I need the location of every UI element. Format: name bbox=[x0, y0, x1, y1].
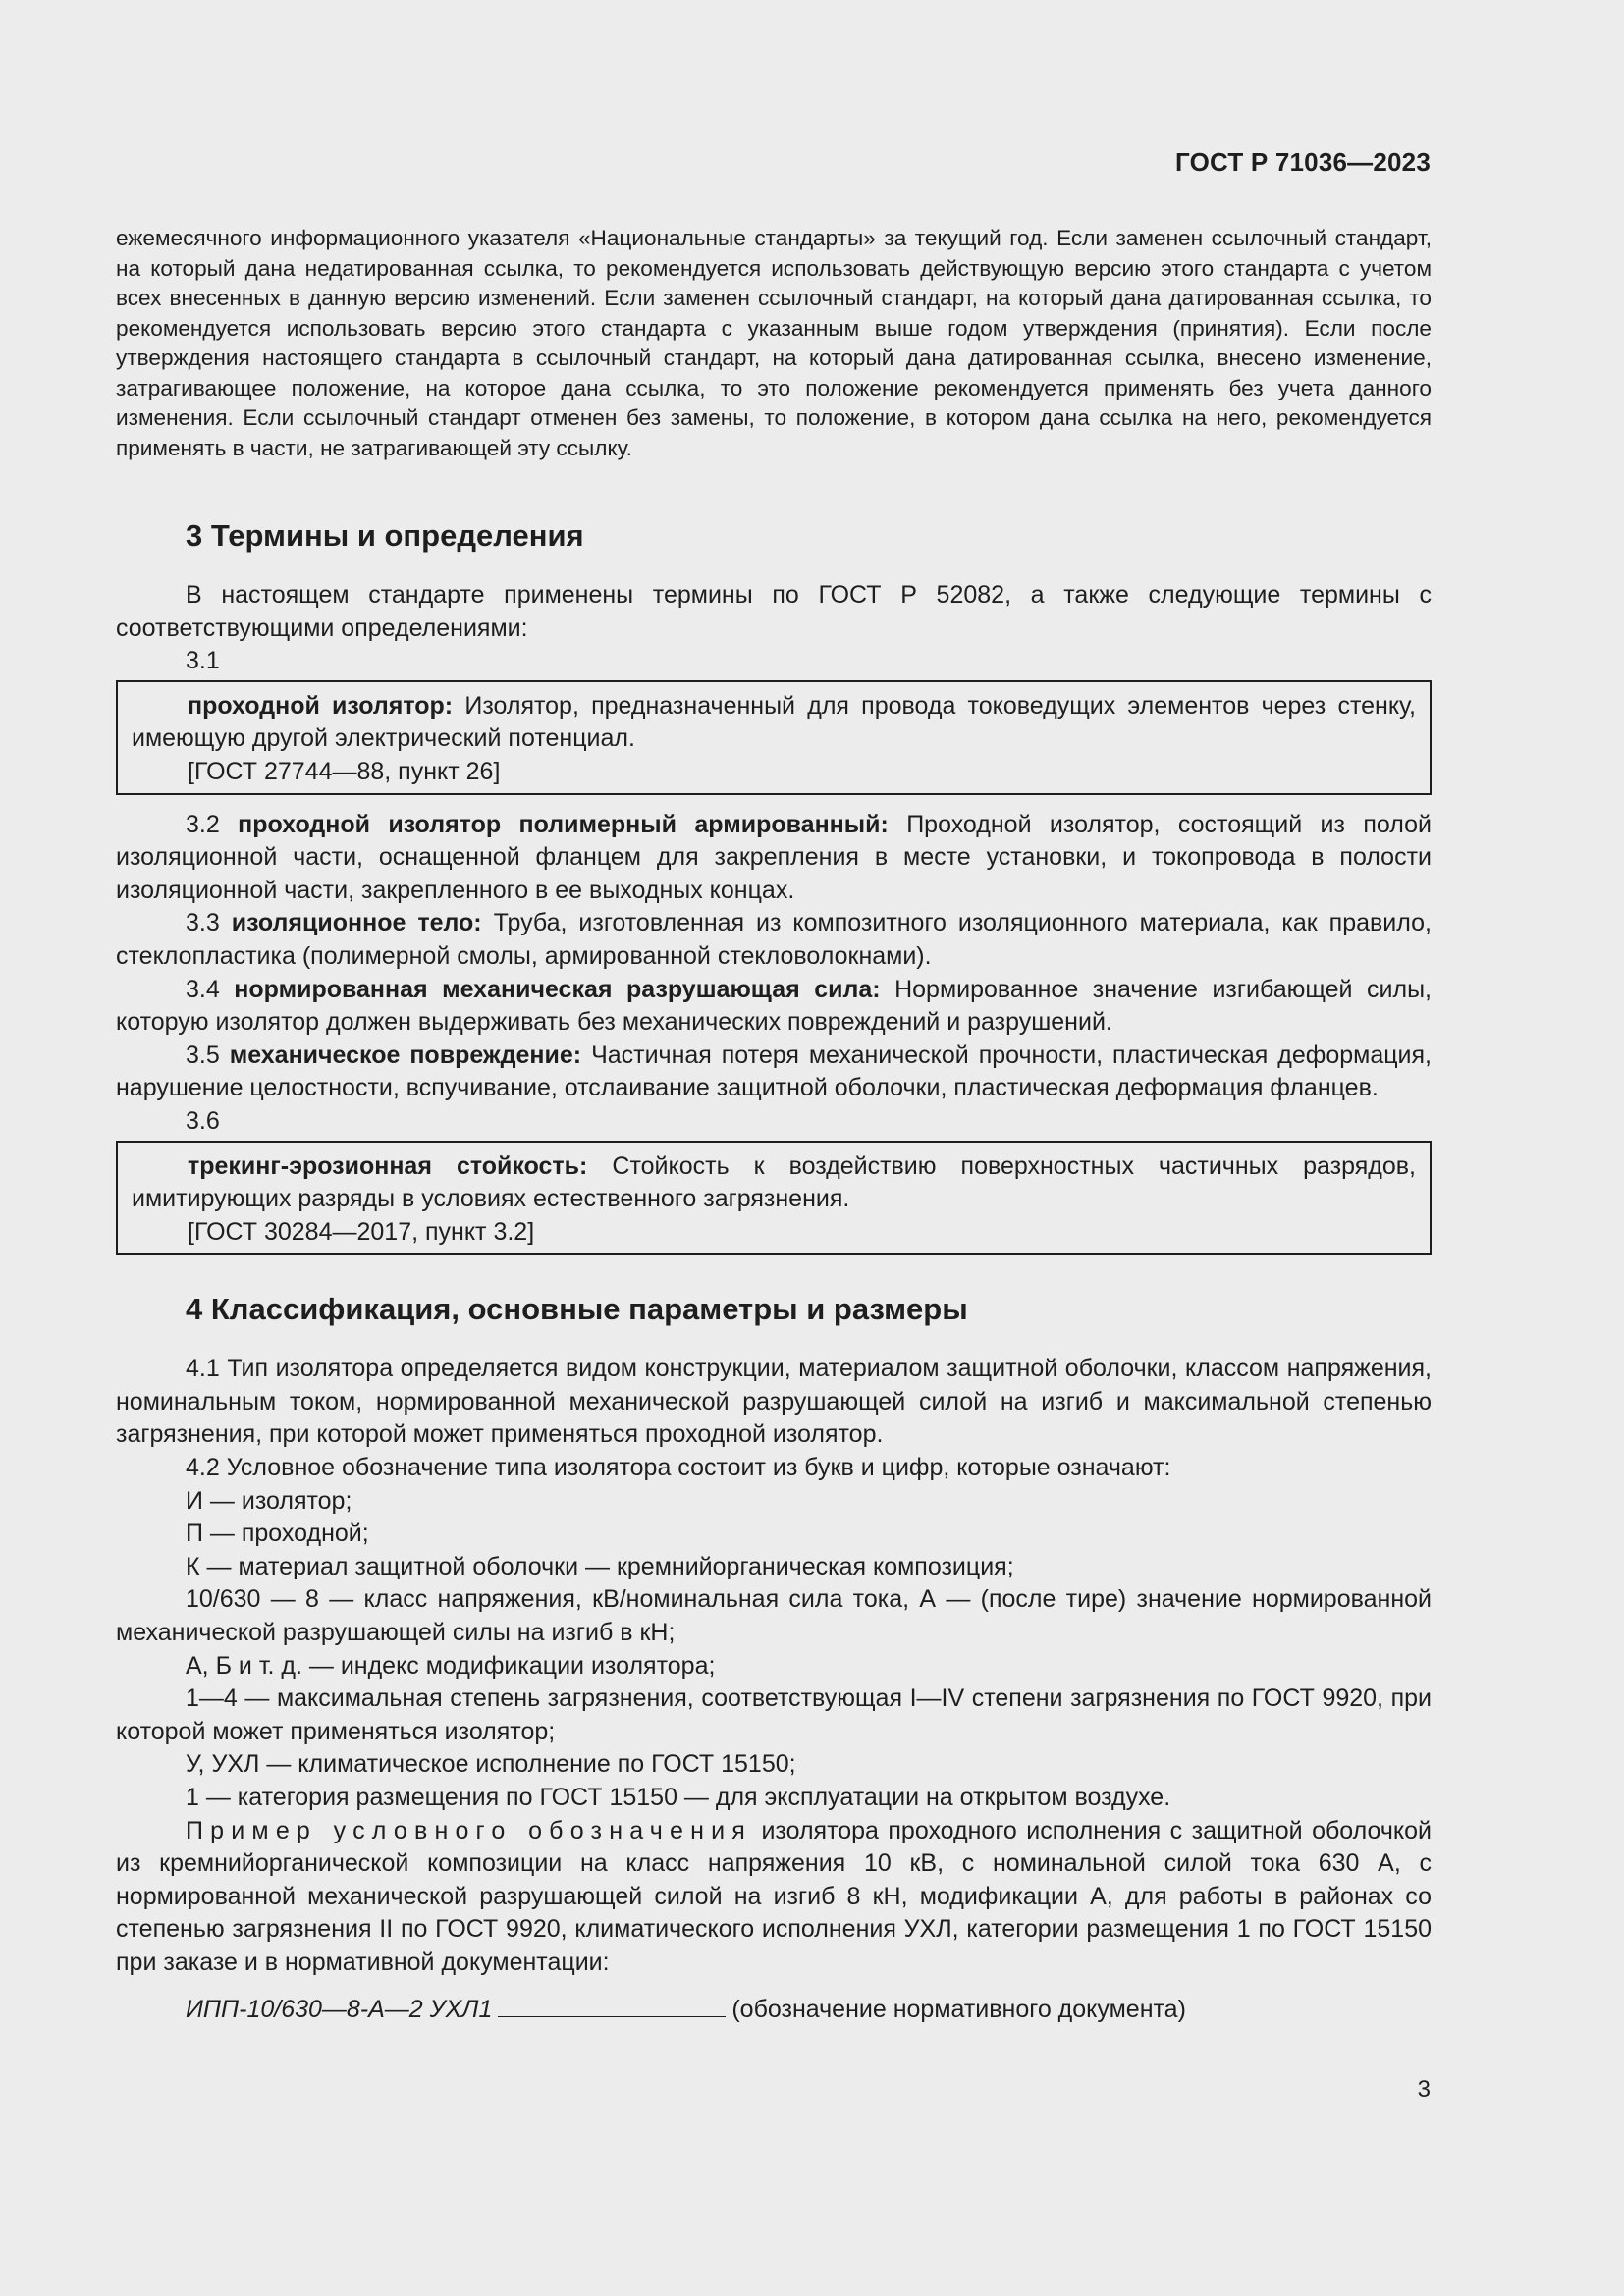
term-3-1-source: [ГОСТ 27744—88, пункт 26] bbox=[188, 757, 501, 785]
section-3-intro: В настоящем стандарте применены термины по ГОСТ Р 52082, а также следующие термины с соответствующими определениями: bbox=[116, 581, 1432, 642]
term-3-6-number: 3.6 bbox=[186, 1106, 220, 1135]
term-3-6-text: Стойкость к воздействию поверхностных частичных разрядов, имитирующих разряды в условиях естественного загрязнения. bbox=[132, 1151, 1416, 1213]
list-item: 1 — категория размещения по ГОСТ 15150 — для эксплуатации на открытом воздухе. bbox=[186, 1784, 1171, 1811]
term-3-1-definition bbox=[132, 690, 1416, 756]
term-3-6-term: трекинг-эрозионная стойкость: bbox=[188, 1151, 588, 1180]
term-3-4-number: 3.4 bbox=[186, 975, 235, 1003]
list-item: У, УХЛ — климатическое исполнение по ГОСТ 15150; bbox=[186, 1750, 796, 1779]
term-3-1-number: 3.1 bbox=[186, 647, 220, 675]
term-3-6-definition bbox=[132, 1150, 1416, 1216]
designation-line bbox=[116, 1994, 1432, 2027]
term-3-3-number: 3.3 bbox=[186, 909, 232, 937]
list-item: 1—4 — максимальная степень загрязнения, соответствующая I—IV степени загрязнения по ГОСТ 9920, при которой может применяться изолятор; bbox=[116, 1684, 1432, 1745]
term-3-4-term: нормированная механическая разрушающая сила: bbox=[234, 975, 881, 1003]
designation-example bbox=[116, 1815, 1432, 1980]
list-item: А, Б и т. д. — индекс модификации изолятора; bbox=[186, 1651, 716, 1680]
term-3-2-text: Проходной изолятор, состоящий из полой изоляционной части, оснащенной фланцем для закрепления в месте установки, и токопровода в полости изоляционной части, закрепленного в ее выходных концах. bbox=[116, 810, 1432, 904]
term-3-3 bbox=[116, 907, 1432, 973]
document-header: ГОСТ Р 71036—2023 bbox=[1175, 147, 1431, 177]
term-3-1-text: Изолятор, предназначенный для провода токоведущих элементов через стенку, имеющую другой электрический потенциал. bbox=[132, 691, 1416, 753]
term-3-5-term: механическое повреждение: bbox=[229, 1041, 582, 1069]
section-4-title: 4 Классификация, основные параметры и размеры bbox=[186, 1292, 968, 1327]
term-3-3-text: Труба, изготовленная из композитного изоляционного материала, как правило, стеклопластика (полимерной смолы, армированной стекловолокнами). bbox=[116, 909, 1432, 970]
term-3-5-text: Частичная потеря механической прочности, пластическая деформация, нарушение целостности, вспучивание, отслаивание защитной оболочки, пластическая деформация фланцев. bbox=[116, 1041, 1433, 1102]
example-text: изолятора проходного исполнения с защитной оболочкой из кремнийорганической композиции на класс напряжения 10 кВ, с номинальной силой тока 630 А, с нормированной механической разрушающей силой на изгиб 8 кН, модификации А, для работы в районах со степенью загрязнения II по ГОСТ 9920, климатического исполнения УХЛ, категории размещения 1 по ГОСТ 15150 при заказе и в нормативной документации: bbox=[116, 1816, 1432, 1976]
term-3-1-box bbox=[116, 680, 1432, 795]
clause-4-1: 4.1 Тип изолятора определяется видом конструкции, материалом защитной оболочки, классом напряжения, номинальным током, нормированной механической разрушающей силой на изгиб и максимальной степенью загрязнения, при которой может применяться проходной изолятор. bbox=[116, 1355, 1432, 1449]
term-3-5-number: 3.5 bbox=[186, 1041, 230, 1069]
list-item: К — материал защитной оболочки — кремнийорганическая композиция; bbox=[186, 1552, 1014, 1580]
list-item: 10/630 — 8 — класс напряжения, кВ/номинальная сила тока, А — (после тире) значение нормированной механической разрушающей силы на изгиб в кН; bbox=[116, 1585, 1432, 1647]
designation-note: (обозначение нормативного документа) bbox=[731, 1995, 1186, 2023]
list-item: П — проходной; bbox=[186, 1520, 369, 1548]
designation-code: ИПП-10/630—8-А—2 УХЛ1 bbox=[186, 1995, 493, 2023]
page-content bbox=[116, 224, 1432, 2026]
term-3-2-number: 3.2 bbox=[186, 810, 239, 838]
clause-4-2: 4.2 Условное обозначение типа изолятора состоит из букв и цифр, которые означают: bbox=[186, 1454, 1171, 1482]
list-item: И — изолятор; bbox=[186, 1486, 352, 1515]
term-3-4 bbox=[116, 974, 1432, 1040]
page-number: 3 bbox=[1417, 2076, 1431, 2103]
term-3-4-text: Нормированное значение изгибающей силы, которую изолятор должен выдерживать без механических повреждений и разрушений. bbox=[116, 975, 1432, 1037]
term-3-5 bbox=[116, 1040, 1432, 1105]
intro-paragraph: ежемесячного информационного указателя «Национальные стандарты» за текущий год. Если заменен ссылочный стандарт, на который дана недатированная ссылка, то рекомендуется использовать действующую версию этого стандарта с учетом всех внесенных в данную версию изменений. Если заменен ссылочный стандарт, на который дана датированная ссылка, то рекомендуется использовать версию этого стандарта с указанным выше годом утверждения (принятия). Если после утверждения настоящего стандарта в ссылочный стандарт, на который дана датированная ссылка, внесено изменение, затрагивающее положение, на которое дана ссылка, то это положение рекомендуется применять без учета данного изменения. Если ссылочный стандарт отменен без замены, то положение, в котором дана ссылка на него, рекомендуется применять в части, не затрагивающей эту ссылку. bbox=[116, 226, 1432, 460]
blank-line bbox=[498, 1997, 726, 2017]
term-3-1-term: проходной изолятор: bbox=[188, 691, 454, 720]
term-3-2 bbox=[116, 809, 1432, 908]
term-3-3-term: изоляционное тело: bbox=[231, 909, 482, 937]
term-3-6-source: [ГОСТ 30284—2017, пункт 3.2] bbox=[188, 1217, 535, 1246]
term-3-2-term: проходной изолятор полимерный армированный: bbox=[238, 810, 889, 838]
example-label: Пример условного обозначения bbox=[186, 1816, 752, 1844]
section-3-title: 3 Термины и определения bbox=[186, 518, 584, 553]
term-3-6-box bbox=[116, 1141, 1432, 1255]
